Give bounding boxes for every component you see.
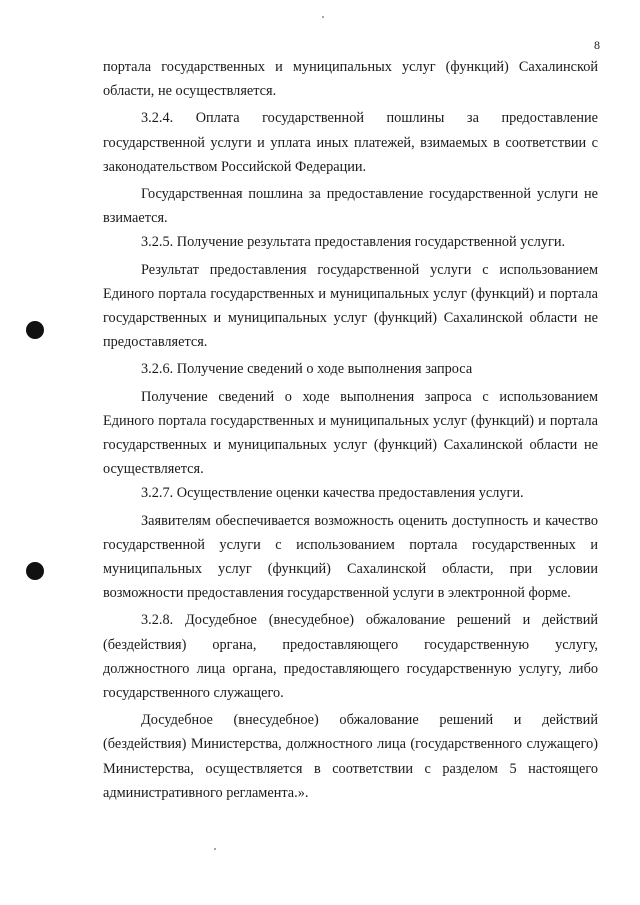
scan-speck: [214, 848, 216, 850]
paragraph-portal-continuation: портала государственных и муниципальных услуг (функций) Сахалинской области, не осуществляется.: [103, 59, 598, 100]
paragraph-section-3-2-7: 3.2.7. Осуществление оценки качества предоставления услуги.: [141, 485, 524, 502]
paragraph-section-3-2-5: 3.2.5. Получение результата предоставления государственной услуги.: [141, 234, 566, 251]
paragraph-pretrial-appeal: Досудебное (внесудебное) обжалование решений и действий (бездействия) Министерства, должностного лица (государственного служащего) Министерства, осуществляется в соответствии с разделом 5 настоящего административного регламента.».: [103, 712, 598, 801]
document-body: [103, 55, 598, 805]
paragraph-section-3-2-4: 3.2.4. Оплата государственной пошлины за предоставление государственной услуги и уплата иных платежей, взимаемых в соответствии с законодательством Российской Федерации.: [103, 110, 598, 175]
punch-hole-bottom: [26, 562, 44, 580]
paragraph-section-3-2-8: 3.2.8. Досудебное (внесудебное) обжалование решений и действий (бездействия) органа, предоставляющего государственную услугу, должностного лица органа, предоставляющего государственную услугу, либо государственного служащего.: [103, 612, 598, 702]
paragraph-section-3-2-6: 3.2.6. Получение сведений о ходе выполнения запроса: [141, 361, 473, 378]
punch-hole-top: [26, 321, 44, 339]
paragraph-request-status: Получение сведений о ходе выполнения запроса с использованием Единого портала государственных и муниципальных услуг (функций) и портала государственных и муниципальных услуг (функций) Сахалинской области не осуществляется.: [103, 388, 598, 478]
paragraph-result-not-provided: Результат предоставления государственной услуги с использованием Единого портала государственных и муниципальных услуг (функций) и портала государственных и муниципальных услуг (функций) Сахалинской области не предоставляется.: [103, 261, 598, 351]
paragraph-state-fee: Государственная пошлина за предоставление государственной услуги не взимается.: [103, 186, 598, 227]
paragraph-quality-assessment: Заявителям обеспечивается возможность оценить доступность и качество государственной услуги с использованием портала государственных и муниципальных услуг (функций) Сахалинской области, при условии возможности предоставления государственной услуги в электронной форме.: [103, 512, 598, 602]
page-number: 8: [594, 38, 600, 52]
scan-speck: [322, 16, 324, 18]
